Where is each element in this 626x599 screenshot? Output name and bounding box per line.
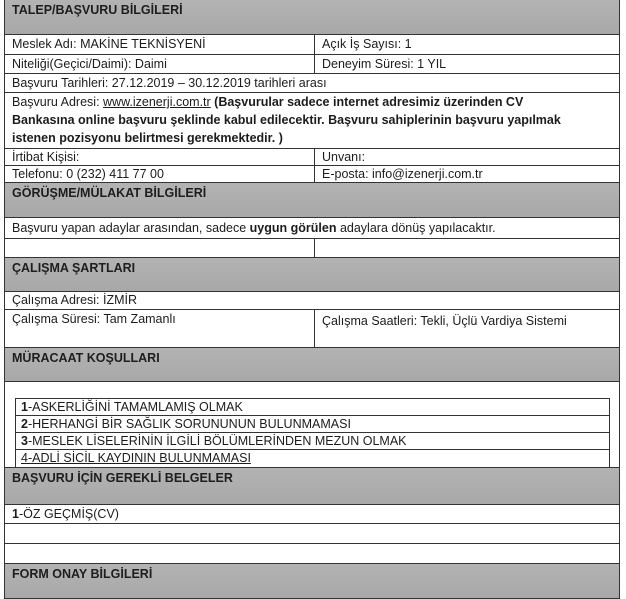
item-text: 4-ADLİ SİCİL KAYDININ BULUNMAMASI: [21, 451, 251, 465]
empty-row: [4, 524, 620, 544]
meslek-cell: Meslek Adı: MAKİNE TEKNİSYENİ: [5, 35, 315, 54]
item-text: -MESLEK LİSELERİNİN İLGİLİ BÖLÜMLERİNDEN MEZUN OLMAK: [27, 434, 407, 448]
muracaat-body: [4, 382, 620, 468]
calisma-sure-cell: Çalışma Süresi: Tam Zamanlı: [5, 310, 315, 347]
gorusme-text-post: adaylara dönüş yapılacaktır.: [336, 221, 496, 235]
list-item: [16, 433, 609, 450]
item-number: 1: [12, 507, 19, 521]
item-text: -ÖZ GEÇMİŞ(CV): [18, 507, 119, 521]
gorusme-text-bold: uygun görülen: [249, 221, 337, 235]
section-header-gorusme: [4, 183, 620, 218]
item-number: 2: [21, 417, 28, 431]
belge-item: [5, 505, 619, 523]
tarihler-cell: Başvuru Tarihleri: 27.12.2019 – 30.12.2019 tarihleri arası: [12, 76, 327, 90]
deneyim-cell: Deneyim Süresi: 1 YIL: [322, 57, 447, 71]
table-row: [4, 166, 620, 183]
list-item: [16, 416, 609, 433]
unvan-cell: Unvanı:: [322, 150, 366, 164]
item-text: -HERHANGİ BİR SAĞLIK SORUNUNUN BULUNMAMASI: [27, 417, 351, 431]
muracaat-list: [15, 398, 610, 467]
irtibat-cell: İrtibat Kişisi:: [5, 149, 315, 165]
job-posting-form: [4, 0, 620, 599]
section-header-muracaat: [4, 348, 620, 382]
empty-row: [4, 544, 620, 564]
table-row: [4, 505, 620, 524]
item-text: -ASKERLİĞİNİ TAMAMLAMIŞ OLMAK: [27, 400, 243, 414]
adres-cell: [5, 93, 619, 148]
table-row: [4, 149, 620, 166]
table-row: [4, 310, 620, 348]
empty-cell: [315, 239, 619, 257]
section-title: GÖRÜŞME/MÜLAKAT BİLGİLERİ: [12, 186, 207, 200]
section-header-onay: [4, 564, 620, 599]
section-title: ÇALIŞMA ŞARTLARI: [12, 261, 136, 275]
section-header-calisma: [4, 258, 620, 292]
table-row: [4, 74, 620, 93]
list-item: [16, 450, 609, 467]
section-title: BAŞVURU İÇİN GEREKLİ BELGELER: [12, 471, 233, 485]
empty-cell: [5, 239, 315, 257]
empty-row: [4, 239, 620, 258]
gorusme-text-pre: Başvuru yapan adaylar arasından, sadece: [12, 221, 250, 235]
table-row: [4, 292, 620, 310]
empty-cell: [5, 524, 619, 543]
section-title: FORM ONAY BİLGİLERİ: [12, 567, 153, 581]
table-row: [4, 93, 620, 149]
website-link[interactable]: www.izenerji.com.tr: [103, 95, 211, 109]
eposta-cell: E-posta: info@izenerji.com.tr: [322, 167, 483, 181]
list-item: [16, 399, 609, 416]
table-row: [4, 55, 620, 74]
section-header-talep: [4, 0, 620, 35]
section-title: TALEP/BAŞVURU BİLGİLERİ: [12, 3, 183, 17]
item-number: 1: [21, 400, 28, 414]
acik-is-cell: Açık İş Sayısı: 1: [322, 37, 412, 51]
table-row: [4, 35, 620, 55]
section-header-belgeler: [4, 468, 620, 505]
adres-label: Başvuru Adresi:: [12, 95, 104, 109]
section-title: MÜRACAAT KOŞULLARI: [12, 351, 160, 365]
gorusme-text: [5, 218, 619, 238]
nitelik-cell: Niteliği(Geçici/Daimi): Daimi: [5, 55, 315, 73]
calisma-adres-cell: Çalışma Adresi: İZMİR: [12, 293, 138, 307]
calisma-saatler-cell: Çalışma Saatleri: Tekli, Üçlü Vardiya Sistemi: [322, 314, 567, 328]
telefon-cell: Telefonu: 0 (232) 411 77 00: [5, 166, 315, 182]
item-number: 3: [21, 434, 28, 448]
empty-cell: [5, 544, 619, 563]
table-row: [4, 218, 620, 239]
adres-note: (Başvurular sadece internet adresimiz üzerinden CV Bankasına online başvuru şeklinde kabul edilecektir. Başvuru sahiplerinin başvuru yapılmak istenen pozisyonu belirtmesi gerekmektedir. ): [12, 95, 561, 145]
